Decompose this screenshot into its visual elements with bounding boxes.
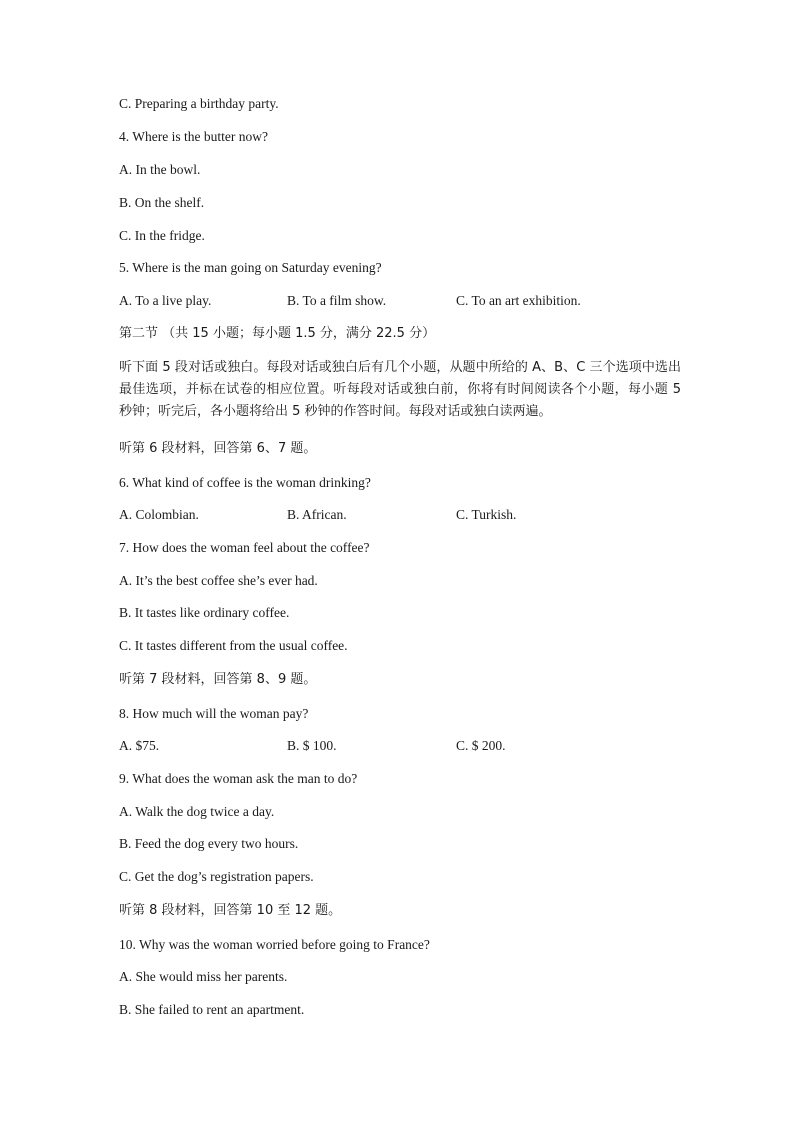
q5-option-c: C. To an art exhibition. (456, 293, 581, 308)
q10-question: 10. Why was the woman worried before going to France? (119, 937, 430, 952)
q5-question: 5. Where is the man going on Saturday evening? (119, 260, 382, 275)
section2-instructions: 听下面 5 段对话或独白。每段对话或独白后有几个小题，从题中所给的 A、B、C 三个选项中选出最佳选项，并标在试卷的相应位置。听每段对话或独白前，你将有时间阅读各个小题，每小题 5 秒钟；听完后，各小题将给出 5 秒钟的作答时间。每段对话或独白读两遍。 (119, 360, 681, 419)
q9-question: 9. What does the woman ask the man to do? (119, 771, 358, 786)
q8-option-a: A. $75. (119, 738, 160, 753)
q7-option-a: A. It’s the best coffee she’s ever had. (119, 573, 318, 588)
q4-option-a: A. In the bowl. (119, 162, 201, 177)
q4-option-c: C. In the fridge. (119, 228, 205, 243)
q5-option-b: B. To a film show. (287, 293, 387, 308)
q7-option-b: B. It tastes like ordinary coffee. (119, 605, 290, 620)
q6-question: 6. What kind of coffee is the woman drinking? (119, 475, 371, 490)
material7-heading: 听第 7 段材料，回答第 8、9 题。 (119, 672, 317, 687)
section2-heading: 第二节 （共 15 小题；每小题 1.5 分，满分 22.5 分） (119, 326, 436, 341)
q9-option-a: A. Walk the dog twice a day. (119, 804, 275, 819)
q4-option-b: B. On the shelf. (119, 195, 205, 210)
q5-option-a: A. To a live play. (119, 293, 212, 308)
q6-option-c: C. Turkish. (456, 507, 517, 522)
q9-option-b: B. Feed the dog every two hours. (119, 836, 299, 851)
q10-option-b: B. She failed to rent an apartment. (119, 1002, 305, 1017)
q3-option-c: C. Preparing a birthday party. (119, 96, 279, 111)
q8-question: 8. How much will the woman pay? (119, 706, 309, 721)
q7-question: 7. How does the woman feel about the coffee? (119, 540, 370, 555)
q10-option-a: A. She would miss her parents. (119, 969, 288, 984)
material8-heading: 听第 8 段材料，回答第 10 至 12 题。 (119, 903, 342, 918)
material6-heading: 听第 6 段材料，回答第 6、7 题。 (119, 441, 317, 456)
q9-option-c: C. Get the dog’s registration papers. (119, 869, 314, 884)
q7-option-c: C. It tastes different from the usual coffee. (119, 638, 348, 653)
q6-option-a: A. Colombian. (119, 507, 199, 522)
q6-option-b: B. African. (287, 507, 347, 522)
q4-question: 4. Where is the butter now? (119, 129, 268, 144)
q8-option-c: C. $ 200. (456, 738, 506, 753)
q8-option-b: B. $ 100. (287, 738, 337, 753)
